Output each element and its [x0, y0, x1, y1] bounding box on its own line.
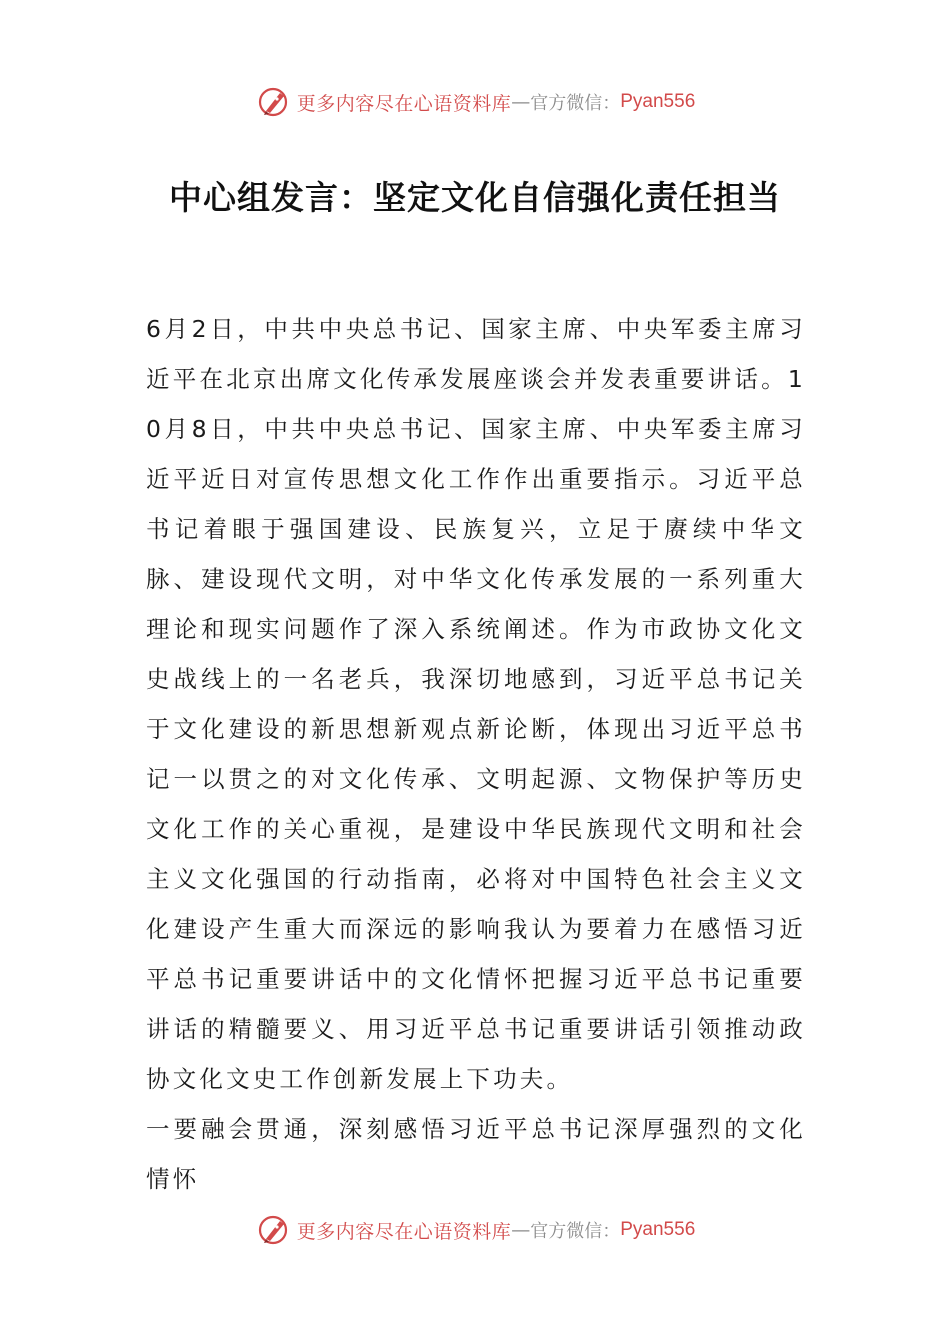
banner-subtext: 官方微信： [530, 93, 621, 114]
header-banner [0, 80, 950, 124]
banner-subtext: 官方微信： [530, 1221, 621, 1242]
document-title: 中心组发言：坚定文化自信强化责任担当 [169, 178, 781, 217]
banner-text: 更多内容尽在心语资料库 [296, 92, 512, 115]
paragraph: 6月2日，中共中央总书记、国家主席、中央军委主席习近平在北京出席文化传承发展座谈会并发表重要讲话。10月8日，中共中央总书记、国家主席、中央军委主席习近平近日对宣传思想文化工作作出重要指示。习近平总书记着眼于强国建设、民族复兴，立足于赓续中华文脉、建设现代文明，对中华文化传承发展的一系列重大理论和现实问题作了深入系统阐述。作为市政协文化文史战线上的一名老兵，我深切地感到，习近平总书记关于文化建设的新思想新观点新论断，体现出习近平总书记一以贯之的对文化传承、文明起源、文物保护等历史文化工作的关心重视，是建设中华民族现代文明和社会主义文化强国的行动指南，必将对中国特色社会主义文化建设产生重大而深远的影响我认为要着力在感悟习近平总书记重要讲话中的文化情怀把握习近平总书记重要讲话的精髓要义、用习近平总书记重要讲话引领推动政协文化文史工作创新发展上下功夫。 [146, 315, 806, 1093]
banner-text: 更多内容尽在心语资料库 [296, 1220, 512, 1243]
paragraph: 一要融会贯通，深刻感悟习近平总书记深厚强烈的文化情怀 [146, 1115, 806, 1193]
banner-separator: — [511, 1219, 531, 1241]
pen-nib-circle-icon [255, 1211, 293, 1249]
pen-nib-circle-icon [255, 83, 293, 121]
footer-banner [0, 1208, 950, 1252]
banner-separator: — [511, 91, 531, 113]
wechat-id: Pyan556 [620, 91, 696, 112]
document-body [146, 304, 806, 1204]
wechat-id: Pyan556 [620, 1219, 696, 1240]
